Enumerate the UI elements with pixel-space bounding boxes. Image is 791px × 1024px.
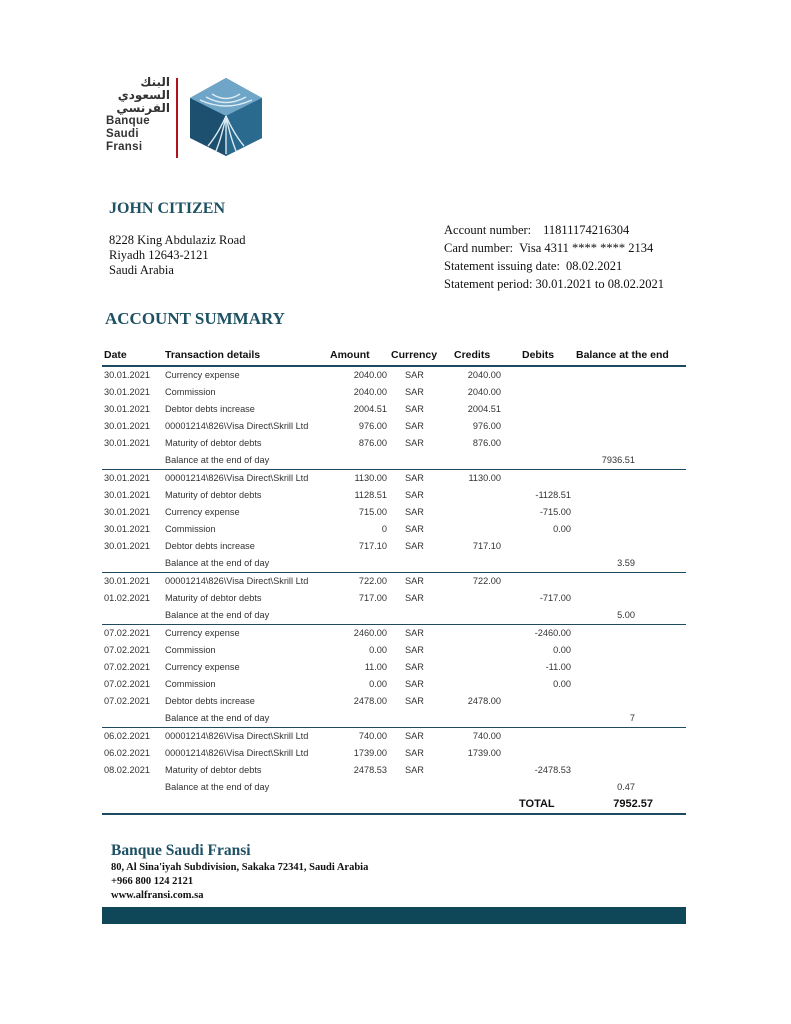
table-header (102, 345, 686, 367)
row-date: 30.01.2021 (104, 438, 150, 448)
total-row (102, 796, 686, 815)
row-date: 07.02.2021 (104, 696, 150, 706)
row-debit: 0.00 (553, 645, 571, 655)
row-balance: 3.59 (617, 558, 635, 568)
row-debit: -11.00 (545, 662, 571, 672)
row-debit: 0.00 (553, 524, 571, 534)
account-number: 11811174216304 (543, 223, 630, 237)
row-date: 30.01.2021 (104, 576, 150, 586)
balance-row (102, 452, 686, 470)
balance-row (102, 779, 686, 796)
table-row (102, 487, 686, 504)
balance-row (102, 607, 686, 625)
row-amount: 1130.00 (354, 473, 387, 483)
row-currency: SAR (405, 593, 424, 603)
table-row (102, 367, 686, 384)
row-debit: 0.00 (553, 679, 571, 689)
row-currency: SAR (405, 662, 424, 672)
row-details: Balance at the end of day (165, 455, 270, 465)
row-details: 00001214\826\Visa Direct\Skrill Ltd (165, 473, 309, 483)
total-value: 7952.57 (613, 798, 653, 810)
table-row (102, 642, 686, 659)
statement-period-label: Statement period: (444, 277, 533, 291)
row-amount: 876.00 (358, 438, 387, 448)
row-date: 07.02.2021 (104, 628, 150, 638)
total-label: TOTAL (519, 798, 555, 810)
header-currency: Currency (391, 349, 438, 361)
address-line: Saudi Arabia (109, 263, 174, 277)
table-row (102, 470, 686, 487)
table-row (102, 573, 686, 590)
row-details: 00001214\826\Visa Direct\Skrill Ltd (165, 576, 309, 586)
row-date: 07.02.2021 (104, 645, 150, 655)
row-currency: SAR (405, 765, 424, 775)
row-date: 01.02.2021 (104, 593, 150, 603)
row-credit: 2040.00 (467, 387, 501, 397)
balance-row (102, 710, 686, 728)
row-currency: SAR (405, 404, 424, 414)
row-amount: 715.00 (358, 507, 387, 517)
row-credit: 2040.00 (467, 370, 501, 380)
row-amount: 2040.00 (353, 387, 387, 397)
row-amount: 976.00 (358, 421, 387, 431)
row-date: 30.01.2021 (104, 370, 150, 380)
table-row (102, 745, 686, 762)
card-number-label: Card number: (444, 241, 514, 255)
row-details: Commission (165, 524, 216, 534)
bank-logo (104, 76, 274, 160)
row-credit: 876.00 (472, 438, 501, 448)
row-debit: -717.00 (539, 593, 571, 603)
row-date: 30.01.2021 (104, 524, 150, 534)
row-details: Debtor debts increase (165, 696, 255, 706)
footer-bar (102, 907, 686, 924)
table-row (102, 693, 686, 710)
row-date: 08.02.2021 (104, 765, 150, 775)
account-summary-title: ACCOUNT SUMMARY (105, 309, 285, 328)
row-amount: 0 (381, 524, 387, 534)
header-amount: Amount (330, 349, 370, 361)
row-currency: SAR (405, 748, 424, 758)
row-debit: -2460.00 (534, 628, 571, 638)
row-currency: SAR (405, 370, 424, 380)
row-details: Balance at the end of day (165, 610, 270, 620)
account-number-line (444, 221, 664, 239)
row-credit: 2478.00 (467, 696, 501, 706)
customer-address (109, 233, 245, 278)
row-currency: SAR (405, 387, 424, 397)
row-balance: 0.47 (617, 782, 635, 792)
row-amount: 0.00 (369, 679, 387, 689)
row-currency: SAR (405, 490, 424, 500)
row-currency: SAR (405, 576, 424, 586)
logo-arabic-line: السعودي (117, 88, 170, 102)
row-details: Balance at the end of day (165, 782, 270, 792)
row-date: 07.02.2021 (104, 662, 150, 672)
card-number-line (444, 239, 664, 257)
row-date: 30.01.2021 (104, 404, 150, 414)
row-details: Maturity of debtor debts (165, 438, 262, 448)
row-date: 30.01.2021 (104, 490, 150, 500)
row-credit: 1130.00 (468, 473, 501, 483)
row-details: Maturity of debtor debts (165, 765, 262, 775)
row-currency: SAR (405, 645, 424, 655)
header-debits: Debits (522, 349, 555, 361)
table-row (102, 401, 686, 418)
footer-phone: +966 800 124 2121 (111, 876, 194, 887)
row-credit: 1739.00 (467, 748, 501, 758)
row-details: 00001214\826\Visa Direct\Skrill Ltd (165, 748, 309, 758)
row-details: Commission (165, 387, 216, 397)
row-currency: SAR (405, 524, 424, 534)
row-credit: 717.10 (472, 541, 501, 551)
row-amount: 2040.00 (353, 370, 387, 380)
row-details: 00001214\826\Visa Direct\Skrill Ltd (165, 421, 309, 431)
cube-logo-icon (188, 76, 264, 158)
row-amount: 740.00 (358, 731, 387, 741)
logo-latin-line: Fransi (106, 141, 143, 153)
row-debit: -715.00 (539, 507, 571, 517)
row-details: Commission (165, 645, 216, 655)
row-date: 30.01.2021 (104, 473, 150, 483)
row-amount: 2478.00 (353, 696, 387, 706)
customer-name: JOHN CITIZEN (109, 200, 226, 217)
row-details: Maturity of debtor debts (165, 490, 262, 500)
transactions-table (102, 345, 686, 815)
table-body (102, 367, 686, 796)
row-details: Currency expense (165, 662, 240, 672)
logo-divider (176, 78, 178, 158)
row-amount: 11.00 (364, 662, 387, 672)
row-amount: 2478.53 (353, 765, 387, 775)
table-row (102, 504, 686, 521)
row-amount: 1128.51 (354, 490, 387, 500)
table-row (102, 762, 686, 779)
issuing-date-line (444, 257, 664, 275)
table-row (102, 538, 686, 555)
account-info (444, 221, 664, 293)
header-details: Transaction details (165, 349, 261, 361)
row-credit: 2004.51 (467, 404, 501, 414)
statement-period: 30.01.2021 to 08.02.2021 (535, 277, 665, 291)
row-debit: -1128.51 (535, 490, 571, 500)
header-credits: Credits (454, 349, 491, 361)
logo-latin-line: Saudi (106, 128, 139, 140)
row-currency: SAR (405, 696, 424, 706)
table-row (102, 659, 686, 676)
row-details: Balance at the end of day (165, 713, 270, 723)
row-details: Debtor debts increase (165, 404, 255, 414)
row-date: 06.02.2021 (104, 748, 150, 758)
row-date: 30.01.2021 (104, 387, 150, 397)
balance-row (102, 555, 686, 573)
logo-wordmark (104, 76, 170, 154)
row-balance: 7 (629, 713, 635, 723)
row-currency: SAR (405, 731, 424, 741)
row-date: 30.01.2021 (104, 421, 150, 431)
statement-period-line (444, 275, 664, 293)
footer-bank-name: Banque Saudi Fransi (111, 842, 251, 859)
table-row (102, 728, 686, 745)
row-amount: 722.00 (358, 576, 387, 586)
row-balance: 7936.51 (601, 455, 635, 465)
row-amount: 1739.00 (353, 748, 387, 758)
header-date: Date (104, 349, 127, 361)
row-amount: 0.00 (369, 645, 387, 655)
table-row (102, 521, 686, 538)
row-currency: SAR (405, 421, 424, 431)
row-credit: 722.00 (472, 576, 501, 586)
row-details: Maturity of debtor debts (165, 593, 262, 603)
row-currency: SAR (405, 679, 424, 689)
row-details: Currency expense (165, 370, 240, 380)
row-currency: SAR (405, 507, 424, 517)
row-currency: SAR (405, 541, 424, 551)
row-details: Balance at the end of day (165, 558, 270, 568)
row-date: 30.01.2021 (104, 507, 150, 517)
row-credit: 976.00 (472, 421, 501, 431)
row-details: Commission (165, 679, 216, 689)
row-currency: SAR (405, 473, 424, 483)
address-line: Riyadh 12643-2121 (109, 248, 209, 262)
table-row (102, 590, 686, 607)
logo-arabic-line: الفرنسي (116, 101, 170, 115)
card-number: Visa 4311 **** **** 2134 (519, 241, 654, 255)
row-date: 07.02.2021 (104, 679, 150, 689)
footer-website[interactable]: www.alfransi.com.sa (111, 890, 204, 901)
row-currency: SAR (405, 628, 424, 638)
row-date: 30.01.2021 (104, 541, 150, 551)
row-details: Currency expense (165, 507, 240, 517)
account-number-label: Account number: (444, 223, 532, 237)
header-balance: Balance at the end (576, 349, 669, 361)
row-amount: 2460.00 (353, 628, 387, 638)
row-credit: 740.00 (472, 731, 501, 741)
row-currency: SAR (405, 438, 424, 448)
row-date: 06.02.2021 (104, 731, 150, 741)
address-line: 8228 King Abdulaziz Road (109, 233, 246, 247)
issuing-date-label: Statement issuing date: (444, 259, 560, 273)
row-details: Debtor debts increase (165, 541, 255, 551)
logo-arabic-line: البنك (140, 75, 170, 89)
table-row (102, 676, 686, 693)
table-row (102, 435, 686, 452)
row-balance: 5.00 (617, 610, 635, 620)
row-amount: 717.00 (358, 593, 387, 603)
row-amount: 717.10 (358, 541, 387, 551)
row-debit: -2478.53 (534, 765, 571, 775)
table-row (102, 384, 686, 401)
footer-address: 80, Al Sina'iyah Subdivision, Sakaka 72341, Saudi Arabia (111, 862, 369, 873)
row-details: Currency expense (165, 628, 240, 638)
row-details: 00001214\826\Visa Direct\Skrill Ltd (165, 731, 309, 741)
row-amount: 2004.51 (353, 404, 387, 414)
table-row (102, 418, 686, 435)
logo-latin-line: Banque (106, 115, 150, 127)
table-row (102, 625, 686, 642)
issuing-date: 08.02.2021 (565, 259, 623, 273)
